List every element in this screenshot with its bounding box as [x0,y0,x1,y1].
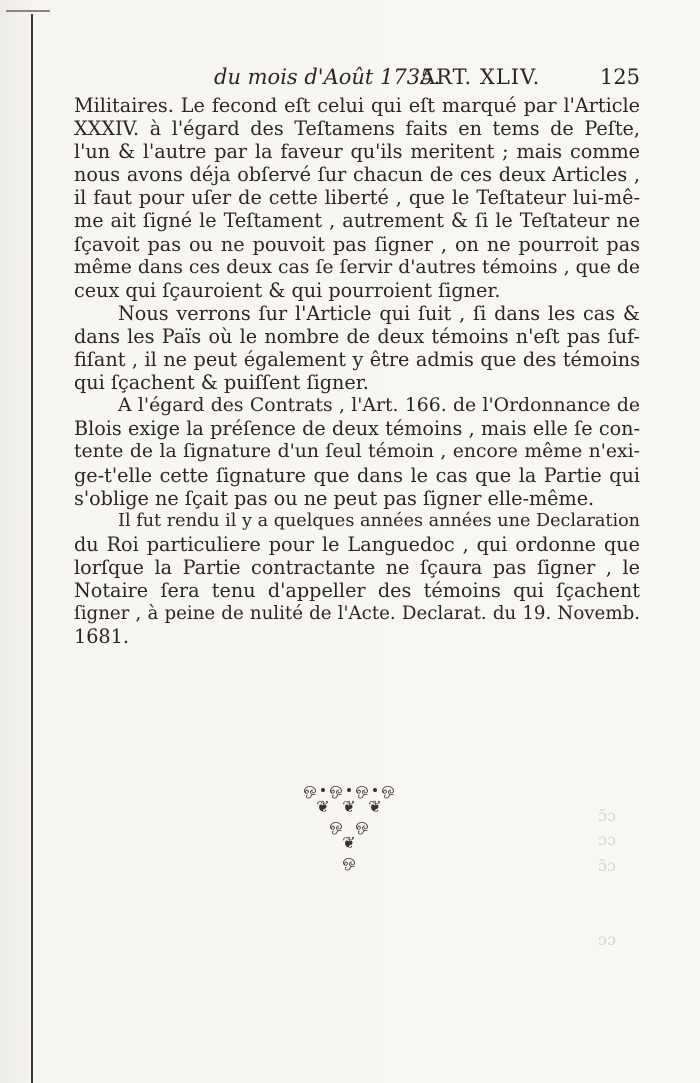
show-through: ɔ̃ɔ [598,856,616,875]
show-through: ɔɔ [598,830,616,849]
text-line: Il fut rendu il y a quelques années années une Declaration [118,510,640,531]
text-line: ſçavoit pas ou ne pouvoit pas ſigner , on ne pourroit pas [74,232,640,256]
svg-text:❦: ❦ [316,797,330,816]
svg-text:❦: ❦ [342,833,356,852]
svg-text:ஒ: ஒ [329,815,343,834]
text-line: ceux qui ſçauroient & qui pourroient ſigner. [74,278,501,302]
fleuron-ornament-icon [296,778,416,878]
svg-text:ஒ: ஒ [329,779,343,798]
text-line: Blois exige la préſence de deux témoins , mais elle ſe con- [74,417,640,441]
text-line: tente de la ſignature d'un ſeul témoin , encore même n'exi- [74,441,640,463]
running-head-article: ART. XLIV. [420,65,541,89]
text-line: XXXIV. à l'égard des Teſtamens faits en tems de Peſte, [74,117,640,141]
text-line: s'oblige ne ſçait pas ou ne peut pas ſigner elle-même. [74,486,595,510]
text-line: ge-t'elle cette ſignature que dans le cas que la Partie qui [74,463,640,487]
svg-text:ஒ: ஒ [355,779,369,798]
text-line: fiſant , il ne peut également y être admis que des témoins [74,348,640,372]
svg-text:❦: ❦ [368,797,382,816]
page-number: 125 [599,65,640,89]
text-line: même dans ces deux cas ſe ſervir d'autres témoins , que de [74,256,640,278]
text-line: l'un & l'autre par la faveur qu'ils meritent ; mais comme [74,140,640,164]
text-line: ſigner , à peine de nulité de l'Acte. Declarat. du 19. Novemb. [74,603,640,625]
text-line: nous avons déja obſervé ſur chacun de ces deux Articles , [74,163,640,187]
text-line: qui ſçachent & puiſſent ſigner. [74,371,369,395]
body-text [74,94,640,648]
show-through: ɔ̃ɔ [598,806,616,825]
svg-text:ஒ: ஒ [381,779,395,798]
text-line: me ait ſigné le Teſtament , autrement & ſi le Teſtateur ne [74,209,640,233]
binding-edge [31,14,33,1083]
svg-text:ஒ: ஒ [303,779,317,798]
running-head [100,62,640,92]
text-line: lorſque la Partie contractante ne ſçaura pas ſigner , le [74,555,640,579]
text-line: dans les Païs où le nombre de deux témoins n'eſt pas ſuf- [74,324,640,348]
text-line: 1681. [74,625,129,649]
running-head-title: du mois d'Août 1735. [214,65,441,89]
text-line: Notaire ſera tenu d'appeller des témoins qui ſçachent [74,578,640,602]
text-line: il faut pour uſer de cette liberté , que le Teſtateur lui-mê- [74,186,640,210]
svg-text:ஒ: ஒ [342,851,356,870]
text-line: Militaires. Le fecond eſt celui qui eſt marqué par l'Article [74,94,640,117]
binding-tick [6,10,50,12]
text-line: du Roi particuliere pour le Languedoc , qui ordonne que [74,532,640,556]
svg-text:ஒ: ஒ [355,815,369,834]
text-line: A l'égard des Contrats , l'Art. 166. de l'Ordonnance de [118,395,640,417]
show-through: ɔɔ [598,930,616,949]
text-line: Nous verrons ſur l'Article qui ſuit , ſi dans les cas & [118,301,640,325]
svg-text:❦: ❦ [342,797,356,816]
